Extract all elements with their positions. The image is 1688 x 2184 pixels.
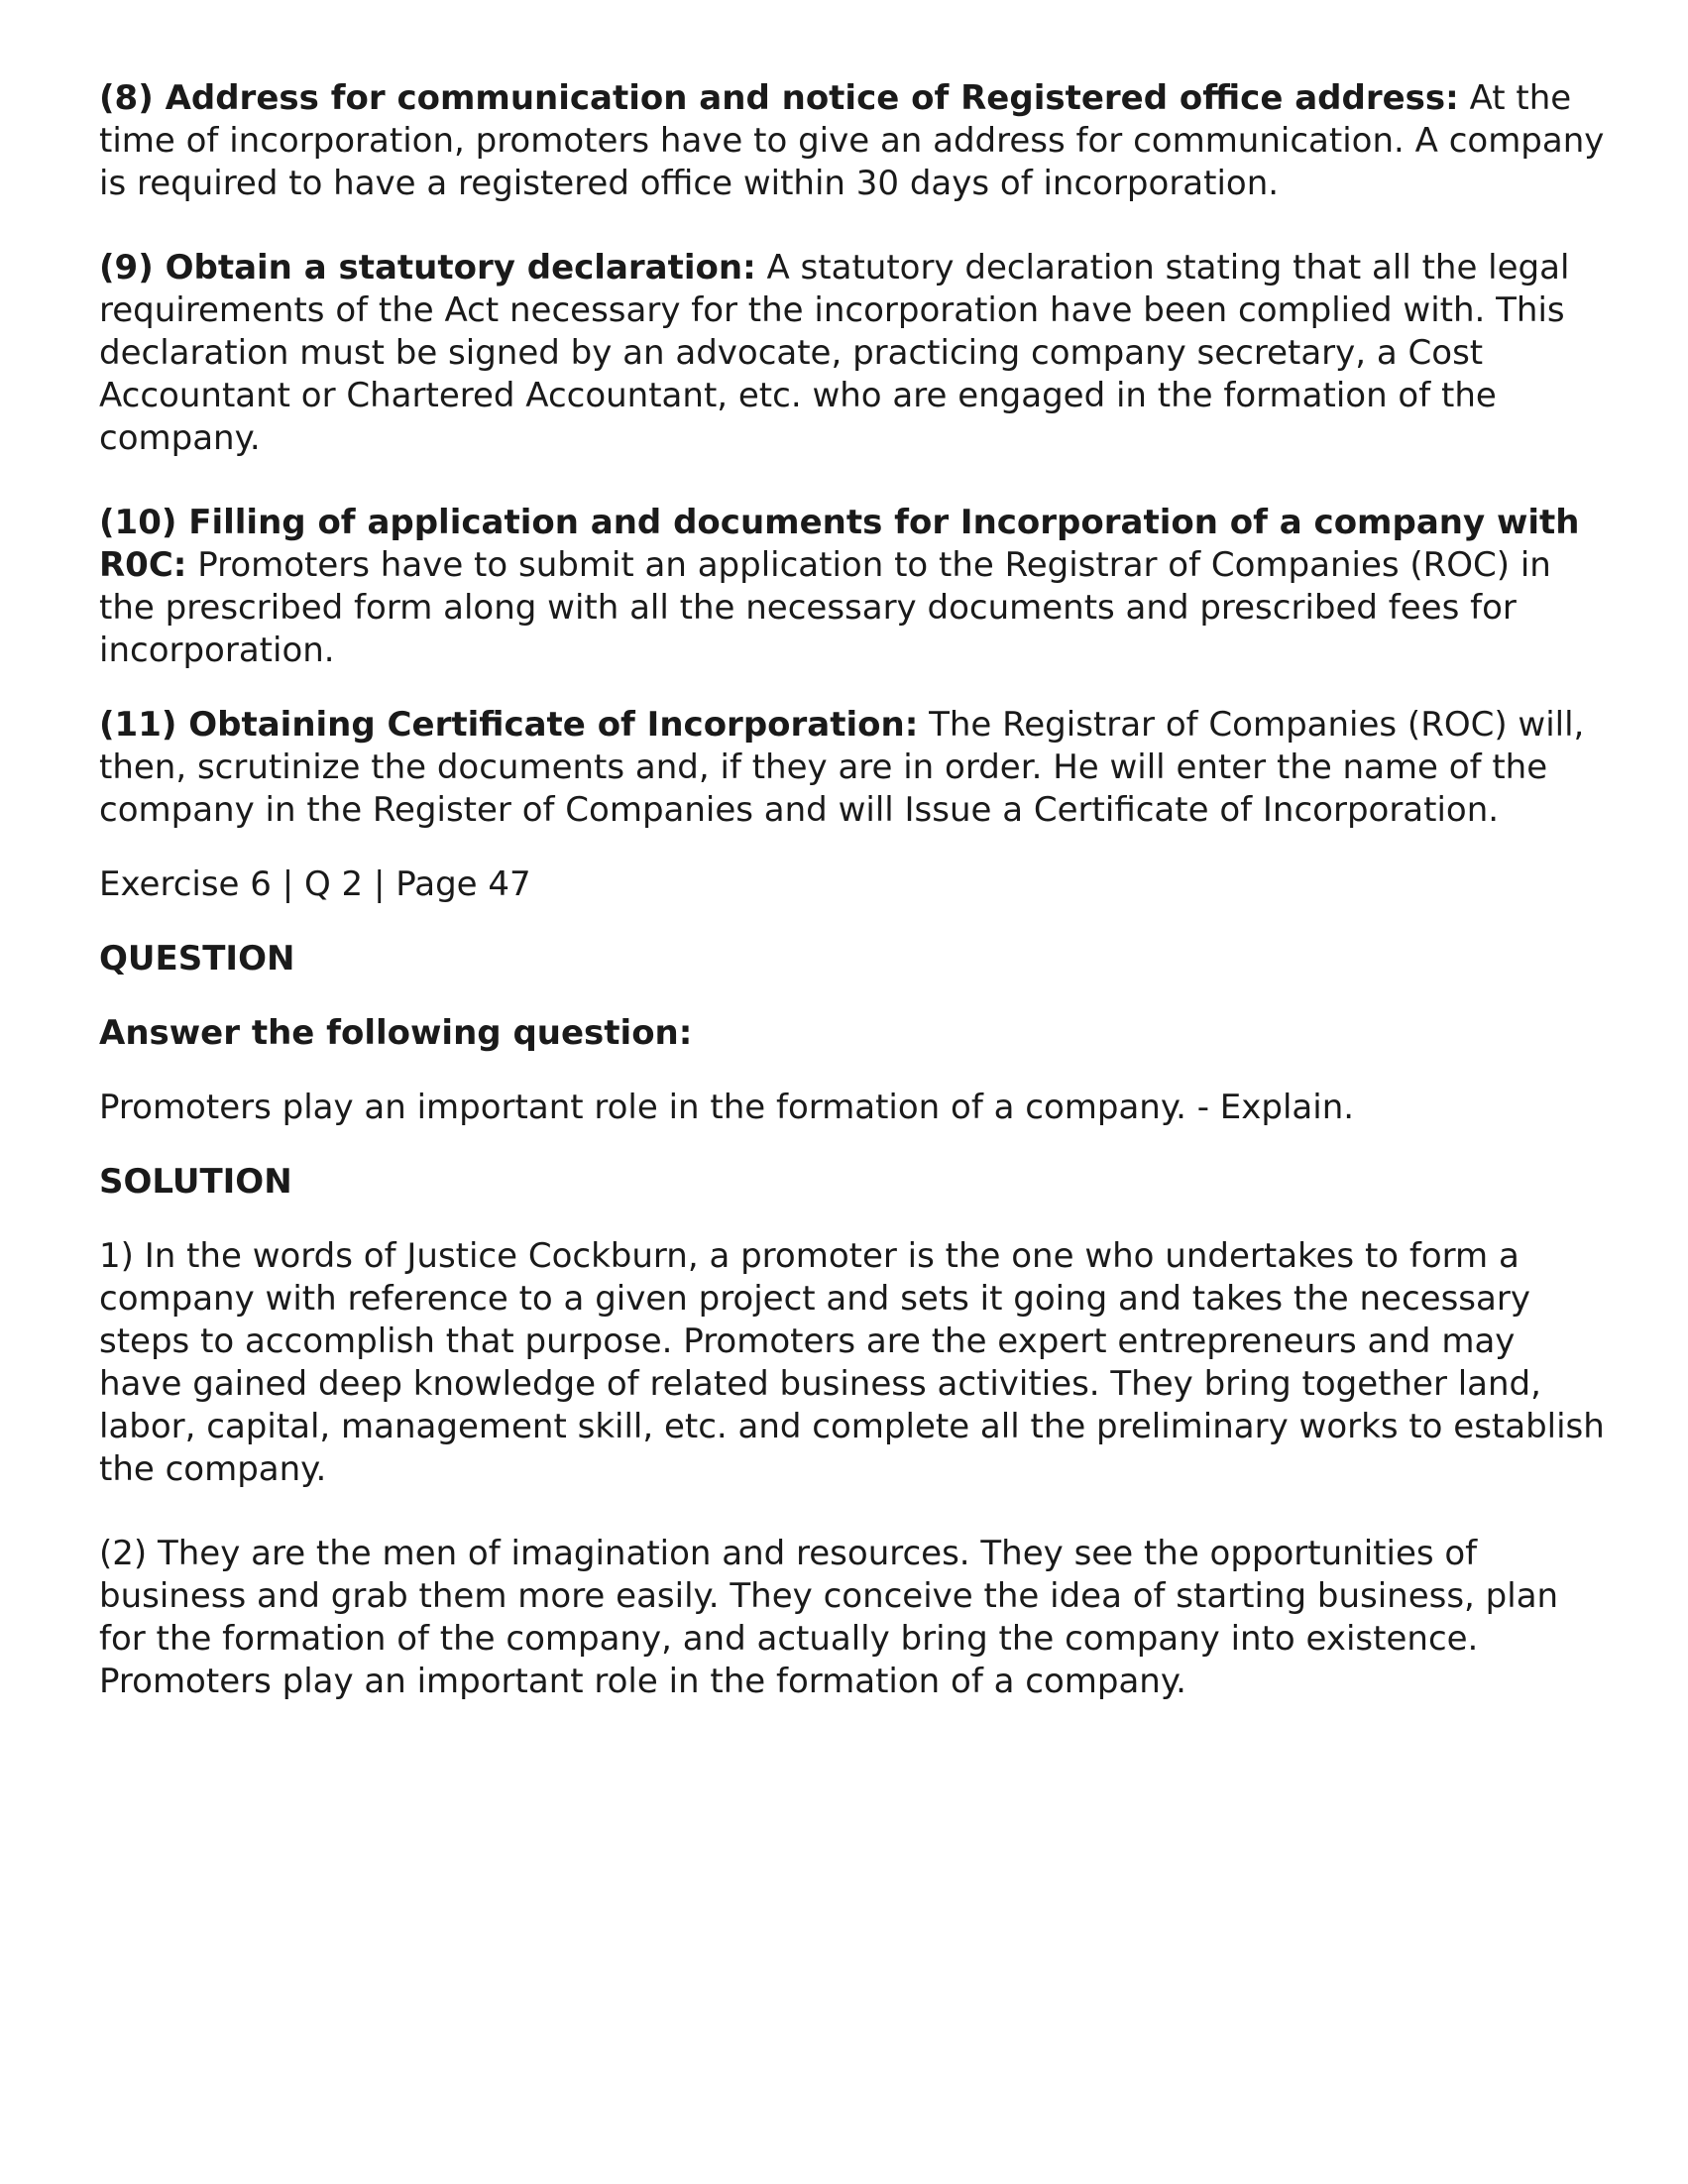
item-8-heading: (8) Address for communication and notice of Registered office address:	[99, 78, 1459, 118]
item-10-heading: (10) Filling of application and documents for Incorporation of a company with R0C:	[99, 503, 1580, 585]
item-8	[99, 77, 1606, 205]
item-9-heading: (9) Obtain a statutory declaration:	[99, 248, 756, 287]
solution-paragraph-1: 1) In the words of Justice Cockburn, a promoter is the one who undertakes to form a company with reference to a given project and sets it going and takes the necessary steps to accomplish that purpose. Promoters are the expert entrepreneurs and may have gained deep knowledge of related business activities. They bring together land, labor, capital, management skill, etc. and complete all the preliminary works to establish the company.	[99, 1236, 1605, 1489]
item-11-text: The Registrar of Companies (ROC) will, then, scrutinize the documents and, if they are in order. He will enter the name of the company in the Register of Companies and will Issue a Certificate of Incorporation.	[99, 705, 1585, 830]
item-8-text: At the time of incorporation, promoters have to give an address for communication. A company is required to have a registered office within 30 days of incorporation.	[99, 78, 1605, 203]
item-9-text: A statutory declaration stating that all the legal requirements of the Act necessary for the incorporation have been complied with. This declaration must be signed by an advocate, practicing company secretary, a Cost Accountant or Chartered Accountant, etc. who are engaged in the formation of the company.	[99, 248, 1570, 458]
document-page	[99, 77, 1606, 1703]
item-10	[99, 502, 1606, 672]
solution-paragraph-2: (2) They are the men of imagination and resources. They see the opportunities of business and grab them more easily. They conceive the idea of starting business, plan for the formation of the company, and actually bring the company into existence. Promoters play an important role in the formation of a company.	[99, 1534, 1559, 1701]
question-instruction: Answer the following question:	[99, 1013, 693, 1053]
item-11	[99, 704, 1606, 832]
solution-label: SOLUTION	[99, 1162, 292, 1202]
item-11-heading: (11) Obtaining Certificate of Incorporation:	[99, 705, 919, 745]
question-text: Promoters play an important role in the formation of a company. - Explain.	[99, 1088, 1355, 1127]
item-10-text: Promoters have to submit an application to the Registrar of Companies (ROC) in the prescribed form along with all the necessary documents and prescribed fees for incorporation.	[99, 545, 1551, 670]
question-label: QUESTION	[99, 939, 295, 978]
exercise-reference: Exercise 6 | Q 2 | Page 47	[99, 864, 531, 904]
item-9	[99, 247, 1606, 460]
